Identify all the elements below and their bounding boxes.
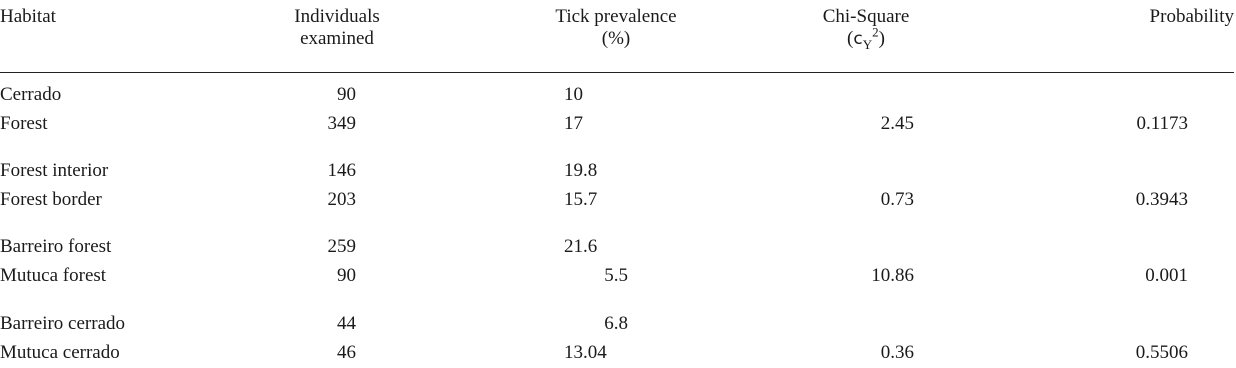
chisq-open-paren: ( (847, 28, 854, 49)
row-7-prevalence: 6.8 (604, 313, 628, 334)
row-6-probability: 0.001 (1145, 265, 1188, 286)
row-2-individuals: 349 (327, 113, 356, 134)
header-individuals (264, 6, 410, 50)
row-6-habitat: Mutuca forest (0, 265, 107, 286)
header-chisquare-symbol (796, 24, 936, 52)
row-1-individuals: 90 (337, 84, 356, 105)
chi-superscript: 2 (872, 24, 879, 40)
row-8-chisquare: 0.36 (880, 342, 914, 363)
row-4-chisquare: 0.73 (880, 189, 914, 210)
row-3-prevalence: 19.8 (564, 160, 598, 181)
row-1-habitat: Cerrado (0, 84, 62, 105)
header-prevalence (512, 6, 720, 50)
header-individuals-line1: Individuals (294, 6, 380, 27)
chi-subscript: Y (862, 36, 873, 52)
header-individuals-line2: examined (300, 28, 374, 49)
row-8-habitat: Mutuca cerrado (0, 342, 120, 363)
header-chisquare (796, 6, 936, 50)
row-5-individuals: 259 (327, 236, 356, 257)
row-4-individuals: 203 (327, 189, 356, 210)
header-habitat: Habitat (0, 6, 56, 27)
row-8-prevalence: 13.04 (564, 342, 607, 363)
row-4-probability: 0.3943 (1135, 189, 1188, 210)
row-2-habitat: Forest (0, 113, 48, 134)
header-rule (0, 72, 1234, 73)
row-2-prevalence: 17 (564, 113, 583, 134)
row-2-probability: 0.1173 (1136, 113, 1188, 134)
row-6-individuals: 90 (337, 265, 356, 286)
row-8-individuals: 46 (337, 342, 356, 363)
header-probability: Probability (1149, 6, 1234, 27)
row-5-prevalence: 21.6 (564, 236, 598, 257)
row-3-habitat: Forest interior (0, 160, 109, 181)
row-7-individuals: 44 (337, 313, 356, 334)
header-chisquare-line1: Chi-Square (822, 6, 910, 27)
chisq-close-paren: ) (878, 28, 885, 49)
header-prevalence-line1: Tick prevalence (555, 6, 677, 27)
chi-symbol: c (853, 29, 863, 49)
row-8-probability: 0.5506 (1135, 342, 1188, 363)
row-5-habitat: Barreiro forest (0, 236, 112, 257)
row-6-prevalence: 5.5 (604, 265, 628, 286)
row-3-individuals: 146 (327, 160, 356, 181)
row-7-habitat: Barreiro cerrado (0, 313, 126, 334)
row-4-prevalence: 15.7 (564, 189, 598, 210)
header-prevalence-line2: (%) (601, 28, 631, 49)
row-4-habitat: Forest border (0, 189, 102, 210)
row-6-chisquare: 10.86 (871, 265, 914, 286)
row-1-prevalence: 10 (564, 84, 583, 105)
row-2-chisquare: 2.45 (880, 113, 914, 134)
